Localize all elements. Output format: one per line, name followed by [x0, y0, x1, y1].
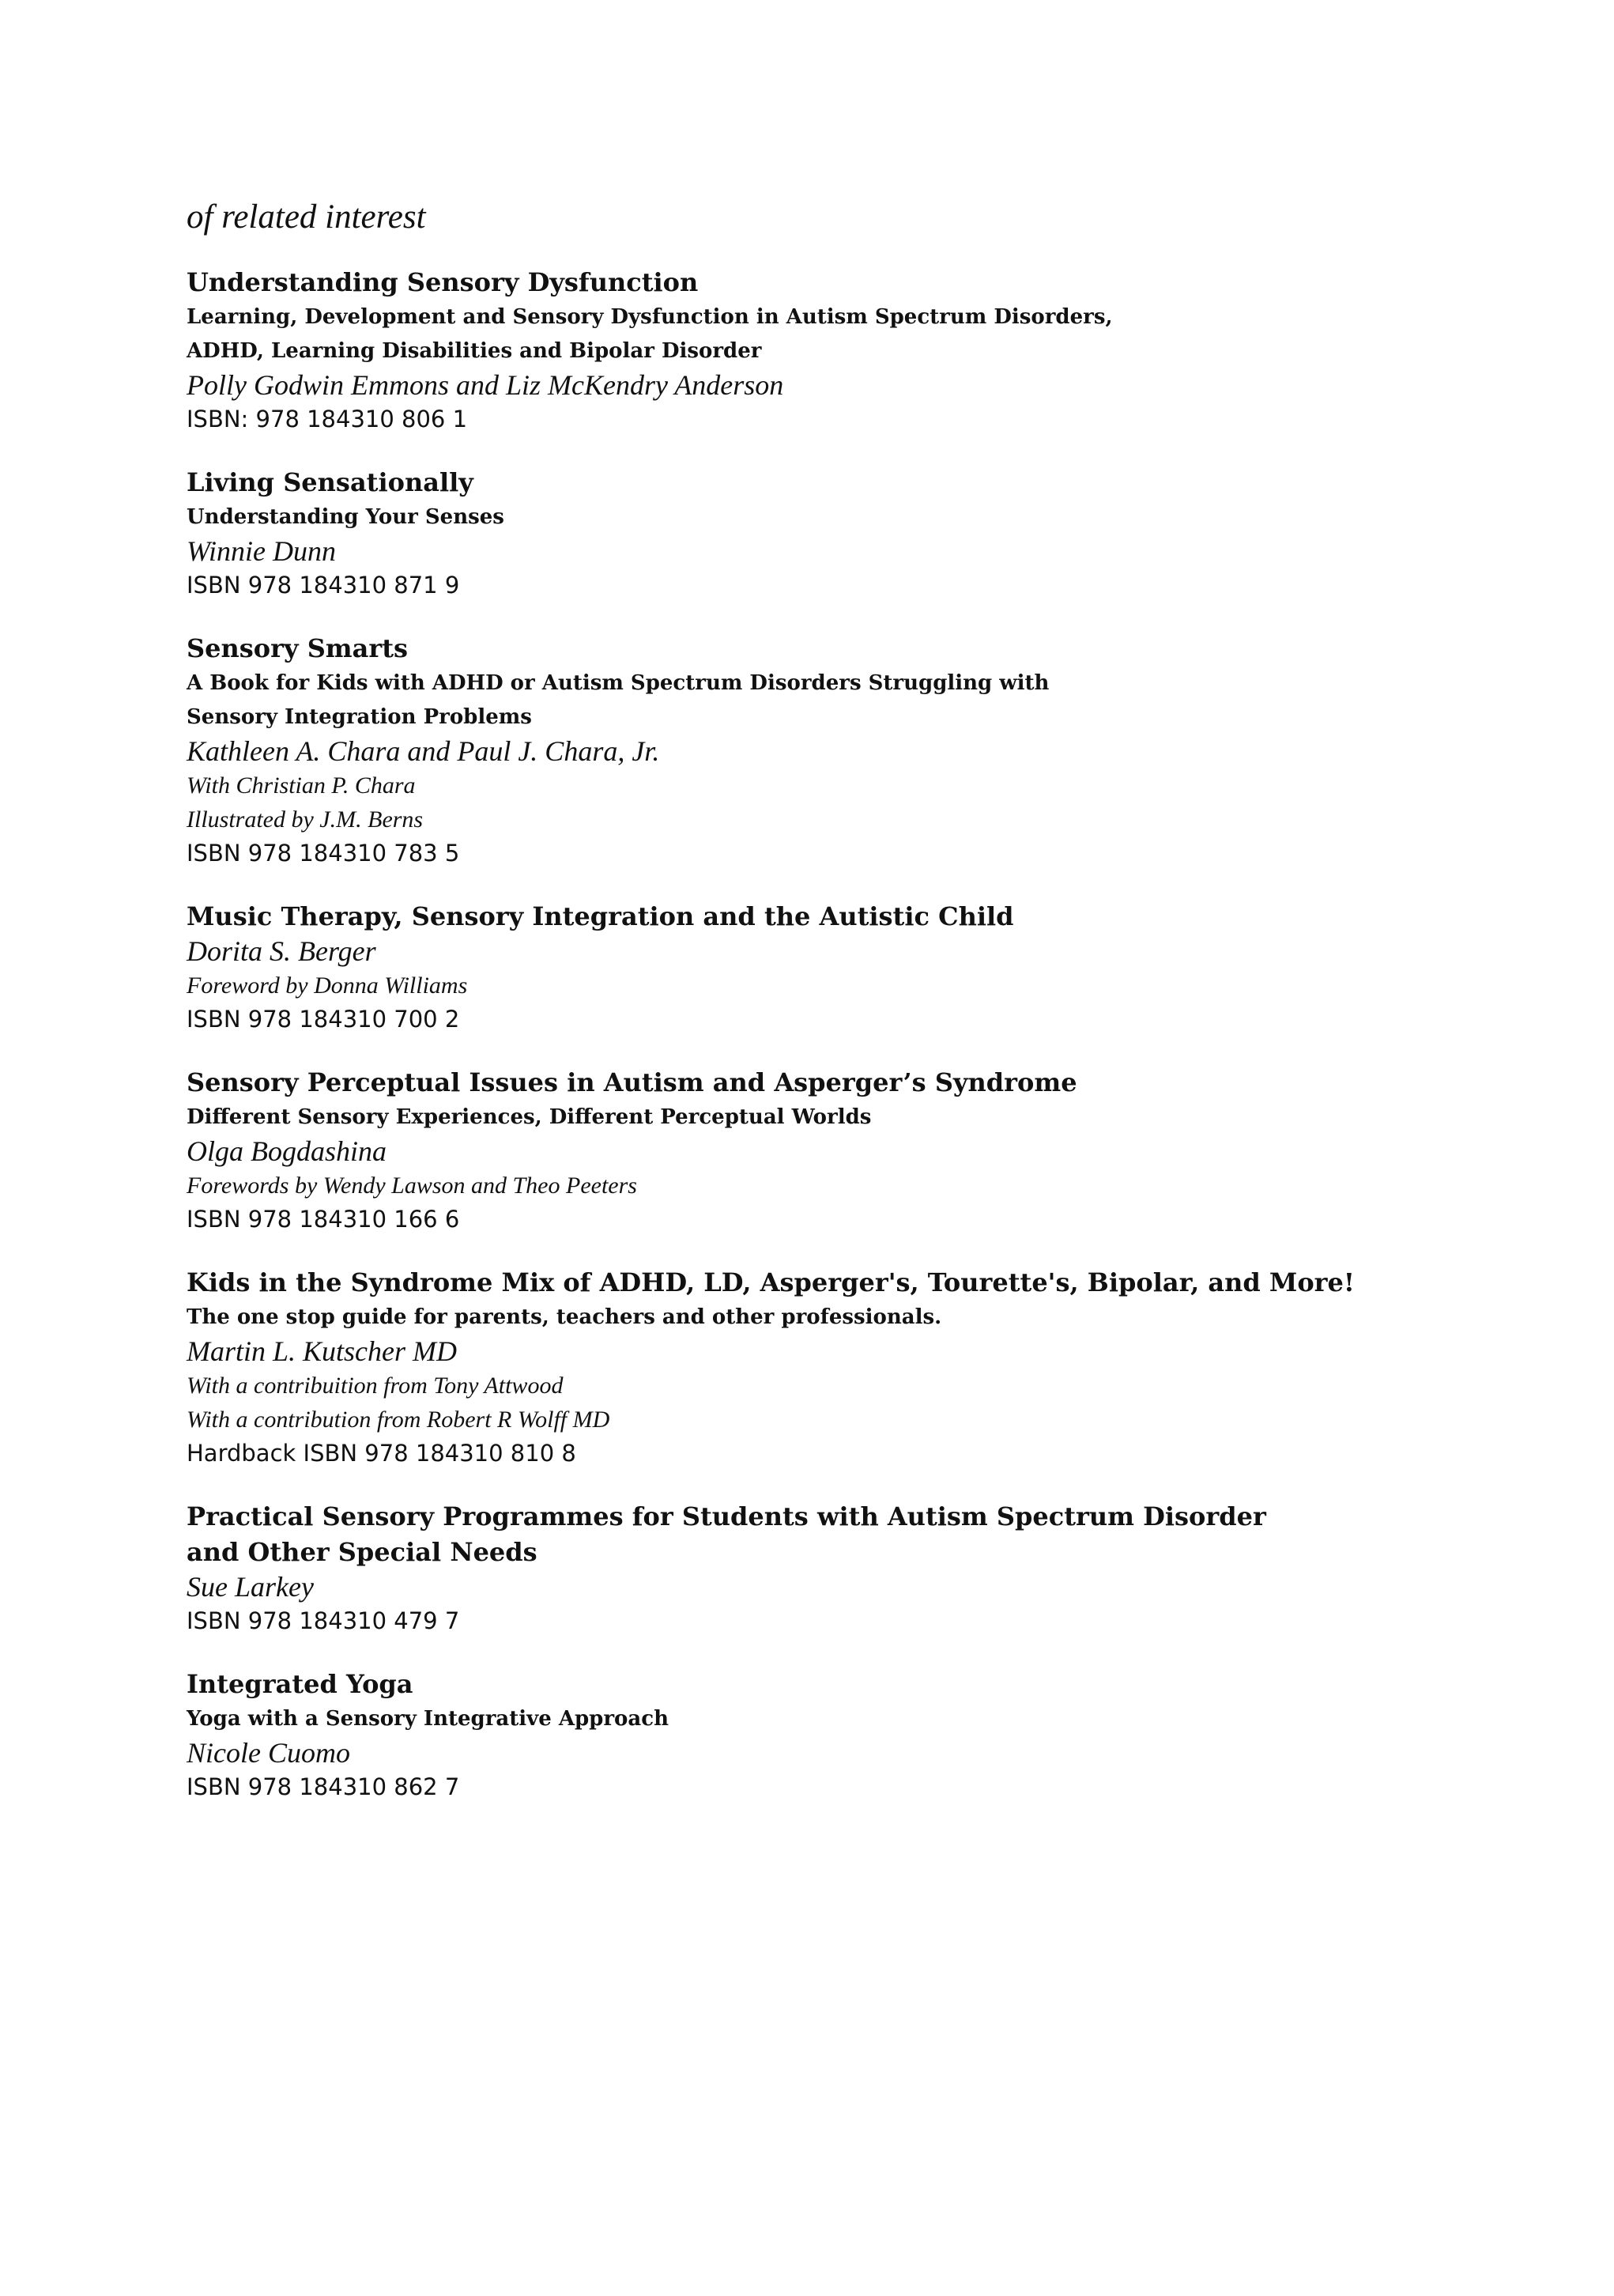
book-isbn: Hardback ISBN 978 184310 810 8 — [187, 1440, 576, 1467]
book-title: Living Sensationally — [187, 467, 473, 498]
book-isbn: ISBN 978 184310 166 6 — [187, 1206, 460, 1233]
book-author: Martin L. Kutscher MD — [187, 1335, 457, 1368]
book-author: Nicole Cuomo — [187, 1737, 350, 1769]
book-title: and Other Special Needs — [187, 1537, 537, 1568]
book-subtitle: ADHD, Learning Disabilities and Bipolar Disorder — [187, 339, 762, 364]
book-isbn: ISBN 978 184310 871 9 — [187, 572, 460, 599]
book-subtitle: Understanding Your Senses — [187, 505, 504, 530]
book-entry-living-sensationally — [187, 465, 1578, 602]
book-credit: Forewords by Wendy Lawson and Theo Peeters — [187, 1173, 637, 1199]
book-entry-integrated-yoga — [187, 1667, 1578, 1804]
book-title: Practical Sensory Programmes for Students with Autism Spectrum Disorder — [187, 1501, 1266, 1532]
book-title: Sensory Smarts — [187, 633, 409, 664]
book-credit: Illustrated by J.M. Berns — [187, 806, 424, 833]
book-isbn: ISBN 978 184310 862 7 — [187, 1773, 460, 1801]
related-interest-heading: of related interest — [187, 198, 426, 236]
book-subtitle: Sensory Integration Problems — [187, 705, 532, 730]
book-entry-sensory-perceptual-issues — [187, 1065, 1578, 1237]
related-interest-list — [187, 198, 1578, 1833]
book-author: Sue Larkey — [187, 1571, 314, 1603]
book-entry-music-therapy — [187, 899, 1578, 1037]
book-author: Olga Bogdashina — [187, 1135, 387, 1168]
book-isbn: ISBN 978 184310 479 7 — [187, 1607, 460, 1635]
book-subtitle: Learning, Development and Sensory Dysfunction in Autism Spectrum Disorders, — [187, 305, 1113, 330]
book-subtitle: The one stop guide for parents, teachers and other professionals. — [187, 1305, 942, 1330]
book-author: Winnie Dunn — [187, 535, 336, 568]
book-entry-understanding-sensory-dysfunction — [187, 265, 1578, 436]
book-entry-sensory-smarts — [187, 631, 1578, 870]
book-title: Understanding Sensory Dysfunction — [187, 267, 699, 298]
book-title: Integrated Yoga — [187, 1669, 413, 1700]
book-entry-practical-sensory-programmes — [187, 1499, 1578, 1638]
book-author: Polly Godwin Emmons and Liz McKendry Anderson — [187, 369, 784, 402]
book-credit: With Christian P. Chara — [187, 772, 416, 799]
book-author: Kathleen A. Chara and Paul J. Chara, Jr. — [187, 735, 660, 768]
book-subtitle: A Book for Kids with ADHD or Autism Spectrum Disorders Struggling with — [187, 671, 1050, 696]
book-entry-kids-in-the-syndrome-mix — [187, 1265, 1578, 1471]
book-subtitle: Yoga with a Sensory Integrative Approach — [187, 1707, 669, 1731]
book-credit: With a contribuition from Tony Attwood — [187, 1373, 564, 1399]
book-isbn: ISBN 978 184310 783 5 — [187, 840, 460, 867]
book-title: Kids in the Syndrome Mix of ADHD, LD, Asperger's, Tourette's, Bipolar, and More! — [187, 1267, 1355, 1298]
book-title: Sensory Perceptual Issues in Autism and Asperger’s Syndrome — [187, 1067, 1077, 1098]
book-subtitle: Different Sensory Experiences, Different Perceptual Worlds — [187, 1105, 872, 1130]
book-credit: With a contribution from Robert R Wolff MD — [187, 1407, 610, 1433]
book-author: Dorita S. Berger — [187, 935, 376, 968]
book-title: Music Therapy, Sensory Integration and the Autistic Child — [187, 901, 1014, 932]
book-isbn: ISBN 978 184310 700 2 — [187, 1006, 460, 1033]
book-credit: Foreword by Donna Williams — [187, 972, 468, 999]
book-isbn: ISBN: 978 184310 806 1 — [187, 406, 468, 433]
